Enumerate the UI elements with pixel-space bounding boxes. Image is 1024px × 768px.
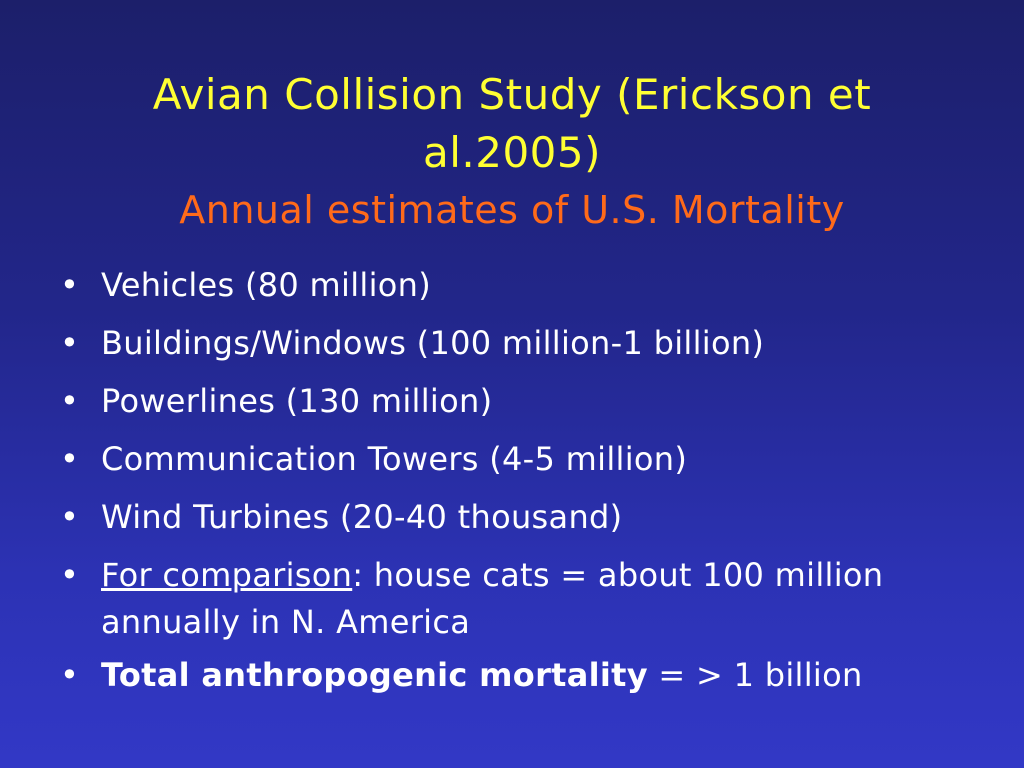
bullet-glyph: • xyxy=(60,498,80,536)
slide-subtitle: Annual estimates of U.S. Mortality xyxy=(179,188,845,232)
title-block xyxy=(0,66,1024,238)
bullet-text: = > 1 billion xyxy=(647,656,863,694)
slide-title-line-2: al.2005) xyxy=(422,128,602,177)
bullet-text: Powerlines (130 million) xyxy=(101,382,493,420)
bullet-glyph: • xyxy=(60,556,80,594)
bullet-item xyxy=(60,494,980,541)
bullet-item xyxy=(60,552,980,646)
comparison-label: For comparison xyxy=(101,556,353,594)
bullet-text: Wind Turbines (20-40 thousand) xyxy=(101,498,623,536)
bullet-item xyxy=(60,320,980,367)
bullet-glyph: • xyxy=(60,324,80,362)
total-label: Total anthropogenic mortality xyxy=(101,656,648,694)
bullet-list xyxy=(60,262,980,710)
bullet-item xyxy=(60,262,980,309)
bullet-glyph: • xyxy=(60,440,80,478)
bullet-item xyxy=(60,378,980,425)
bullet-glyph: • xyxy=(60,266,80,304)
slide-title-line-1: Avian Collision Study (Erickson et xyxy=(152,70,872,119)
bullet-text: Communication Towers (4-5 million) xyxy=(101,440,688,478)
bullet-glyph: • xyxy=(60,656,80,694)
bullet-glyph: • xyxy=(60,382,80,420)
bullet-item xyxy=(60,652,980,699)
bullet-text: Buildings/Windows (100 million-1 billion) xyxy=(101,324,765,362)
bullet-item xyxy=(60,436,980,483)
bullet-text: : house cats = about 100 million annually in N. America xyxy=(101,556,884,641)
bullet-text: Vehicles (80 million) xyxy=(101,266,432,304)
